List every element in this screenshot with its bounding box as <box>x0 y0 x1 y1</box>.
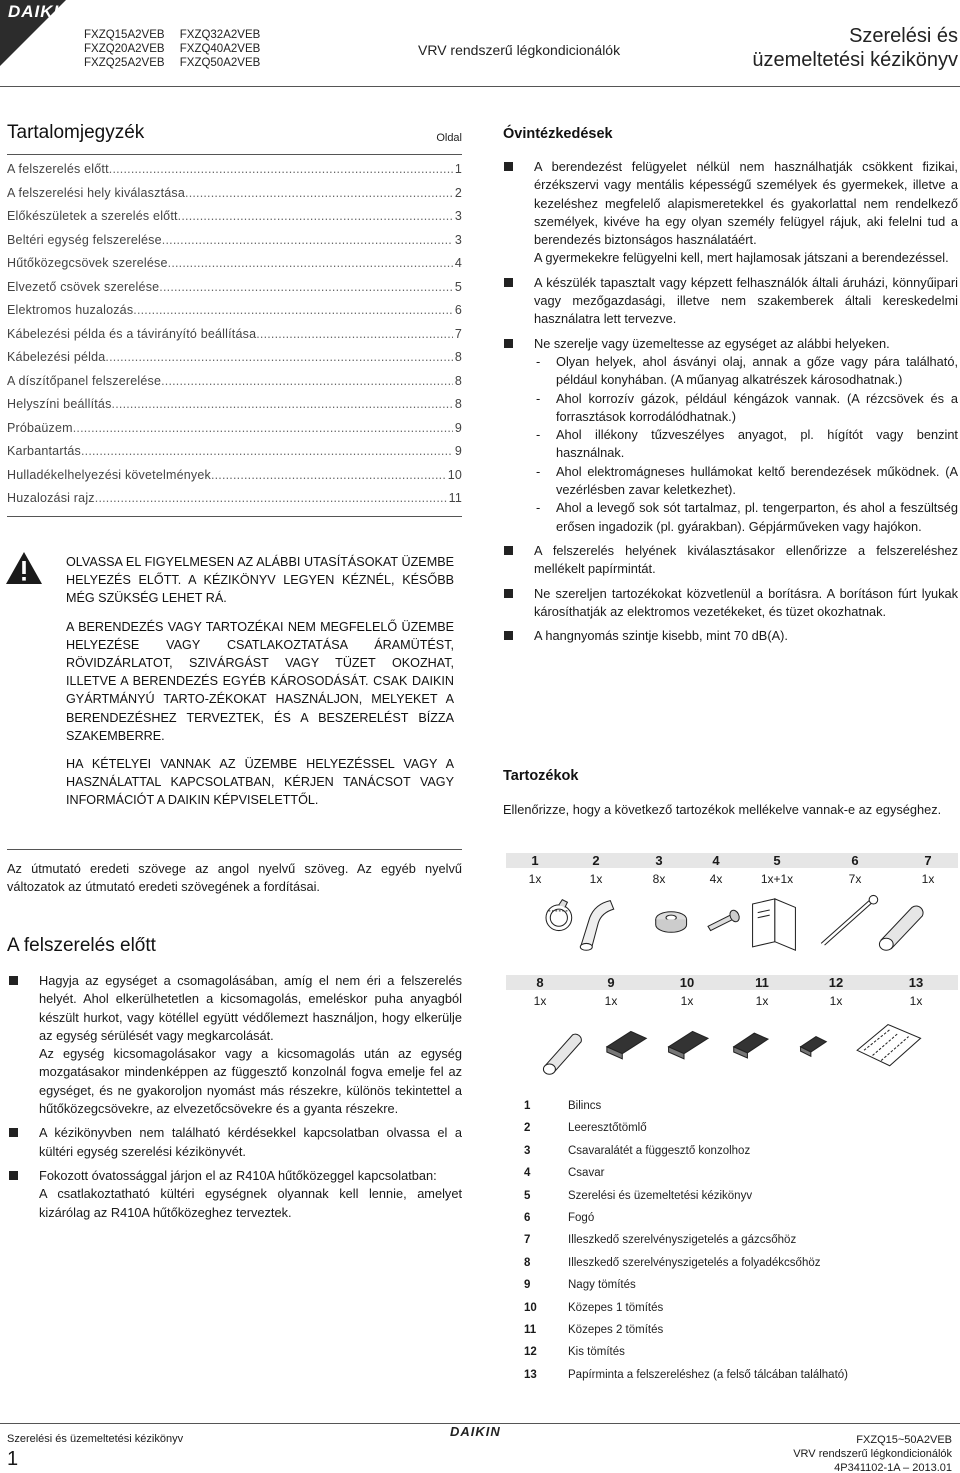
accessory-quantity: 1x <box>528 872 542 886</box>
toc-item[interactable] <box>7 491 462 515</box>
toc-item-label: Helyszíni beállítás <box>7 397 112 411</box>
accessory-cell <box>726 975 798 1008</box>
accessory-quantity: 4x <box>709 872 723 886</box>
legend-row <box>524 1122 954 1144</box>
legend-number: 2 <box>524 1122 531 1135</box>
toc-item-label: Huzalozási rajz <box>7 491 95 505</box>
warning-paragraph: HA KÉTELYEI VANNAK AZ ÜZEMBE HELYEZÉSSEL VAGY A HASZNÁLATTAL KAPCSOLATBAN, KÉRJEN TANÁCSOT VAGY INFORMÁCIÓT A DAIKIN KÉPVISELETTŐL. <box>66 757 454 808</box>
list-item <box>7 1167 462 1222</box>
manual-icon <box>753 899 796 950</box>
toc-item[interactable] <box>7 186 462 210</box>
toc-item-page: 8 <box>454 397 462 411</box>
accessories-row-2 <box>506 975 958 1015</box>
warning-paragraph: OLVASSA EL FIGYELMESEN AZ ALÁBBI UTASÍTÁSOKAT ÜZEMBE HELYEZÉS ELŐTT. A KÉZIKÖNYV LEGYEN KÉZNÉL, KÉSŐBB MÉG SZÜKSÉG LEHET RÁ. <box>66 555 454 606</box>
accessory-cell <box>742 853 812 886</box>
warning-text <box>66 553 454 820</box>
sub-list-item: - Ahol korrozív gázok, például kéngázok vannak. (A rézcsövek és a forrasztások korrodálódhatnak.) <box>534 390 958 427</box>
legend-row <box>524 1212 954 1234</box>
legend-row <box>524 1279 954 1301</box>
accessories-illustrations-row-1 <box>506 892 958 952</box>
accessories-title: Tartozékok <box>503 768 579 784</box>
accessory-quantity: 1x <box>533 994 547 1008</box>
list-item-text: A gyermekekre felügyelni kell, mert hajlamosak játszani a berendezéssel. <box>534 250 949 266</box>
legend-number: 11 <box>524 1323 537 1336</box>
washer-icon <box>656 912 687 933</box>
toc-item[interactable] <box>7 233 462 257</box>
legend-number: 12 <box>524 1346 537 1359</box>
legend-number: 5 <box>524 1189 531 1202</box>
accessory-number: 3 <box>655 853 663 868</box>
toc-item-page: 1 <box>454 162 462 176</box>
toc-item[interactable] <box>7 374 462 398</box>
list-item-text: Hagyja az egységet a csomagolásában, amíg el nem éri a felszerelés helyét. Ahol elkerülhetetlen a kicsomagolás, emeléskor puha anyagból készült hurkot, vagy kötéllel együtt védőlemezt használjon, hogy elkerülje az egység sérülését vagy megkarcolását. <box>39 973 462 1043</box>
toc-item-page: 11 <box>448 491 462 505</box>
legend-text: Illeszkedő szerelvényszigetelés a folyadékcsőhöz <box>568 1256 821 1269</box>
legend-number: 9 <box>524 1279 531 1292</box>
list-item <box>502 585 958 622</box>
accessory-quantity: 7x <box>848 872 862 886</box>
sub-list-item: - Ahol illékony tűzveszélyes anyagot, pl. hígítót vagy benzint használnak. <box>534 426 958 463</box>
legend-number: 13 <box>524 1368 537 1381</box>
daikin-logo: DAIKIN <box>8 2 73 21</box>
toc-item-label: Beltéri egység felszerelése <box>7 232 162 247</box>
pipe-insulation-icon <box>879 906 923 950</box>
legend-row <box>524 1100 954 1122</box>
accessory-number: 1 <box>531 853 539 868</box>
toc-item[interactable] <box>7 350 462 374</box>
document-title-line2: üzemeltetési kézikönyv <box>752 49 958 71</box>
warning-icon <box>4 550 44 586</box>
accessory-number: 11 <box>755 975 769 990</box>
liquid-pipe-insulation-icon <box>543 1034 581 1074</box>
medium-seal-2-icon <box>734 1033 768 1058</box>
toc-item-label: Kábelezési példa <box>7 350 106 364</box>
toc-item-page: 9 <box>454 444 462 458</box>
page-number: 1 <box>7 1448 19 1470</box>
warning-paragraph: A BERENDEZÉS VAGY TARTOZÉKAI NEM MEGFELELŐ ÜZEMBE HELYEZÉSE VAGY CSATLAKOZTATÁSA ÁRAMÜTÉST, RÖVIDZÁRLATOT, SZIVÁRGÁST VAGY TÜZET OKOZHAT, ILLETVE A BERENDEZÉS EGYÉB KÁROSODÁSÁT. CSAK DAIKIN GYÁRTMÁNYÚ TARTO-ZÉKOKAT HASZNÁLJON, MELYEKET A BERENDEZÉSHEZ TERVEZTEK, ÉS A BESZERELÉST BÍZZA SZAKEMBERRE. <box>66 619 454 743</box>
toc-item-label: Elvezető csövek szerelése <box>7 279 160 294</box>
toc-divider <box>7 154 462 155</box>
legend-row <box>524 1145 954 1167</box>
footer-doc-code: 4P341102-1A – 2013.01 <box>834 1462 952 1473</box>
accessory-number: 7 <box>924 853 932 868</box>
sub-list-item: - Ahol a levegő sok sót tartalmaz, pl. tengerparton, és ahol a feszültség erősen ingadozik (pl. gyárakban). Gépjárműveken vagy hajókon. <box>534 499 958 536</box>
list-item <box>502 627 958 645</box>
toc-item-label: Elektromos huzalozás <box>7 303 134 317</box>
legend-text: Illeszkedő szerelvényszigetelés a gázcsőhöz <box>568 1234 797 1247</box>
model-item: FXZQ15A2VEB <box>84 29 165 41</box>
accessories-row-1 <box>506 853 958 893</box>
footer-daikin-logo: DAIKIN <box>450 1424 501 1439</box>
accessory-quantity: 1x+1x <box>760 872 794 886</box>
drain-hose-icon <box>580 901 613 951</box>
accessories-intro: Ellenőrizze, hogy a következő tartozékok mellékelve vannak-e az egységhez. <box>503 802 942 817</box>
toc-item[interactable] <box>7 421 462 445</box>
legend-row <box>524 1324 954 1346</box>
toc-item[interactable] <box>7 256 462 280</box>
warning-divider <box>7 849 462 850</box>
toc-item-label: Próbaüzem <box>7 420 73 435</box>
legend-number: 3 <box>524 1144 531 1157</box>
legend-number: 4 <box>524 1167 531 1180</box>
legend-number: 1 <box>524 1100 531 1112</box>
document-title-line1: Szerelési és <box>849 25 958 47</box>
legend-row <box>524 1302 954 1324</box>
document-title <box>752 24 958 72</box>
list-item <box>502 542 958 579</box>
before-install-title: A felszerelés előtt <box>7 935 156 956</box>
list-item-text: A készülék tapasztalt vagy képzett felhasználók általi áruházi, könnyűipari vagy mezőgazdasági, illetve nem szakemberek általi kereskedelmi használatra lett tervezve. <box>534 274 958 327</box>
tie-icon <box>821 895 878 945</box>
translation-note: Az útmutató eredeti szövege az angol nyelvű szöveg. Az egyéb nyelvű változatok az útmutató eredeti szövegének a fordításai. <box>7 861 462 894</box>
toc-item[interactable] <box>7 209 462 233</box>
accessory-quantity: 1x <box>604 994 618 1008</box>
toc-list <box>7 162 462 515</box>
accessory-number: 10 <box>679 975 695 990</box>
clamp-icon <box>546 900 572 931</box>
legend-row <box>524 1369 954 1391</box>
legend-text: Bilincs <box>568 1100 602 1112</box>
toc-page-label: Oldal <box>436 132 462 144</box>
legend-row <box>524 1257 954 1279</box>
accessory-cell <box>798 975 874 1008</box>
list-item-text: Ne szereljen tartozékokat közvetlenül a borításra. A borításon fúrt lyukak károsíthatják az elektromos vezetékeket, és tüzet okozhatnak. <box>534 585 958 619</box>
legend-text: Csavaralátét a függesztő konzolhoz <box>568 1144 751 1157</box>
toc-item-page: 5 <box>454 279 462 294</box>
system-name: VRV rendszerű légkondicionálók <box>418 42 621 58</box>
toc-item-label: A felszerelési hely kiválasztása <box>7 185 186 200</box>
toc-item-label: Hűtőközegcsövek szerelése <box>7 256 168 270</box>
legend-text: Fogó <box>568 1211 595 1224</box>
toc-end-divider <box>7 516 462 517</box>
accessory-number: 4 <box>712 853 720 868</box>
legend-text: Közepes 1 tömítés <box>568 1301 664 1314</box>
list-item-text: Fokozott óvatossággal járjon el az R410A hűtőközeggel kapcsolatban: <box>39 1167 437 1183</box>
legend-number: 8 <box>524 1256 531 1269</box>
toc-item-label: Előkészületek a szerelés előtt <box>7 209 178 223</box>
accessories-illustrations-row-2 <box>506 1016 958 1076</box>
legend-row <box>524 1234 954 1256</box>
list-item-text: A berendezést felügyelet nélkül nem használhatják csökkent fizikai, érzékszervi vagy mentális képességű személyek és gyermekek, illetve a kezeléshez megfelelő alapismeretekkel és gyakorlattal nem rendelkező személyek, kivéve ha egy olyan személy felügyel rájuk, aki felelni tud a berendezés biztonságos használatáért. <box>534 159 958 248</box>
accessory-cell <box>564 853 628 886</box>
accessory-cell <box>506 975 574 1008</box>
accessory-cell <box>812 853 898 886</box>
legend-text: Kis tömítés <box>568 1346 625 1359</box>
list-item <box>502 158 958 268</box>
accessory-cell <box>874 975 958 1008</box>
legend-text: Nagy tömítés <box>568 1279 636 1292</box>
paper-template-icon <box>857 1025 920 1066</box>
medium-seal-1-icon <box>669 1031 708 1058</box>
model-list <box>84 28 272 70</box>
toc-item[interactable] <box>7 303 462 327</box>
accessory-quantity: 1x <box>589 872 603 886</box>
list-item-text: A felszerelés helyének kiválasztásakor ellenőrizze a felszereléshez mellékelt papírmintát. <box>534 542 958 577</box>
toc-item-page: 3 <box>454 232 462 247</box>
toc-item-page: 3 <box>454 209 462 223</box>
toc-item[interactable] <box>7 327 462 351</box>
toc-item-page: 2 <box>454 185 462 200</box>
footer-doc-name: Szerelési és üzemeltetési kézikönyv <box>7 1433 184 1445</box>
small-seal-icon <box>801 1037 827 1057</box>
toc-item-page: 10 <box>447 467 462 482</box>
toc-item-label: Karbantartás <box>7 444 81 458</box>
screw-icon <box>708 909 741 931</box>
list-item-text: A kézikönyvben nem található kérdésekkel kapcsolatban olvassa el a kültéri egység szerelési kézikönyvét. <box>39 1125 462 1159</box>
list-item <box>502 274 958 329</box>
legend-row <box>524 1190 954 1212</box>
legend-text: Csavar <box>568 1167 605 1180</box>
model-item: FXZQ20A2VEB <box>84 43 165 55</box>
accessories-legend <box>524 1100 954 1391</box>
list-item-text: A csatlakoztatható kültéri egységnek olyannak kell lennie, amelyet kizárólag az R410A hűtőközeghez terveztek. <box>39 1186 462 1220</box>
accessory-cell <box>628 853 690 886</box>
accessory-quantity: 1x <box>921 872 935 886</box>
sub-list-item: - Ahol elektromágneses hullámokat keltő berendezések működnek. (A vezérlésben zavar keletkezhet). <box>534 463 958 500</box>
accessory-number: 12 <box>828 975 844 990</box>
toc-item-label: Kábelezési példa és a távirányító beállítása <box>7 326 257 341</box>
accessory-quantity: 1x <box>755 994 769 1008</box>
footer-info <box>793 1433 952 1473</box>
toc-item[interactable] <box>7 468 462 492</box>
before-install-list <box>7 972 462 1228</box>
toc-item-page: 9 <box>454 420 462 435</box>
footer-model-range: FXZQ15~50A2VEB <box>856 1434 952 1446</box>
legend-number: 6 <box>524 1211 531 1224</box>
table-of-contents <box>7 122 462 505</box>
accessory-number: 9 <box>607 975 615 990</box>
legend-row <box>524 1167 954 1189</box>
legend-text: Papírminta a felszereléshez (a felső tálcában található) <box>568 1368 848 1381</box>
legend-text: Közepes 2 tömítés <box>568 1323 664 1336</box>
toc-item[interactable] <box>7 280 462 304</box>
toc-title: Tartalomjegyzék <box>7 122 145 143</box>
legend-text: Szerelési és üzemeltetési kézikönyv <box>568 1189 753 1202</box>
list-item-text: Ne szerelje vagy üzemeltesse az egységet az alábbi helyeken. <box>534 335 890 351</box>
list-item <box>7 972 462 1118</box>
accessory-cell <box>648 975 726 1008</box>
list-item <box>7 1124 462 1161</box>
model-item: FXZQ25A2VEB <box>84 57 165 69</box>
toc-item[interactable] <box>7 397 462 421</box>
accessory-number: 8 <box>536 975 544 990</box>
legend-text: Leeresztőtömlő <box>568 1122 647 1135</box>
model-item: FXZQ32A2VEB <box>179 29 261 41</box>
model-item: FXZQ40A2VEB <box>179 43 261 55</box>
toc-item[interactable] <box>7 444 462 468</box>
large-seal-icon <box>607 1031 646 1058</box>
toc-item-page: 8 <box>454 373 462 388</box>
accessory-quantity: 8x <box>652 872 666 886</box>
accessory-cell <box>690 853 742 886</box>
accessory-quantity: 1x <box>829 994 843 1008</box>
legend-number: 10 <box>524 1301 537 1314</box>
header-divider <box>0 86 960 87</box>
precautions-list <box>502 158 958 651</box>
legend-number: 7 <box>524 1234 531 1247</box>
toc-item-page: 4 <box>454 256 462 270</box>
accessory-cell <box>898 853 958 886</box>
accessory-number: 2 <box>592 853 600 868</box>
precautions-title: Óvintézkedések <box>503 126 613 142</box>
legend-row <box>524 1346 954 1368</box>
toc-item-label: Hulladékelhelyezési követelmények <box>7 467 211 482</box>
accessory-number: 5 <box>773 853 781 868</box>
accessory-cell <box>574 975 648 1008</box>
sub-list-item: - Olyan helyek, ahol ásványi olaj, annak a gőze vagy pára található, például konyhában. (A műanyag alkatrészek károsodhatnak.) <box>534 353 958 390</box>
list-item <box>502 335 958 536</box>
accessory-number: 6 <box>851 853 859 868</box>
accessory-quantity: 1x <box>909 994 923 1008</box>
accessory-number: 13 <box>908 975 924 990</box>
toc-item-label: A díszítőpanel felszerelése <box>7 373 162 388</box>
accessory-cell <box>506 853 564 886</box>
model-item: FXZQ50A2VEB <box>179 57 261 69</box>
toc-item[interactable] <box>7 162 462 186</box>
list-item-text: Az egység kicsomagolásakor vagy a kicsomagolás után az egység mozgatásakor mindenképpen az függesztő konzolnál fogva emelje fel az egységet, és ne gyakoroljon nyomást más részekre, különös tekintettel a hűtőközegcsövekre, az elvezetőcsövekre és a gyanta részekre. <box>39 1046 462 1117</box>
toc-item-page: 6 <box>454 303 462 317</box>
footer-system: VRV rendszerű légkondicionálók <box>793 1448 952 1460</box>
toc-item-label: A felszerelés előtt <box>7 162 109 176</box>
list-item-text: A hangnyomás szintje kisebb, mint 70 dB(A). <box>534 628 788 644</box>
toc-item-page: 8 <box>454 350 462 364</box>
accessory-quantity: 1x <box>680 994 694 1008</box>
toc-item-page: 7 <box>454 326 462 341</box>
